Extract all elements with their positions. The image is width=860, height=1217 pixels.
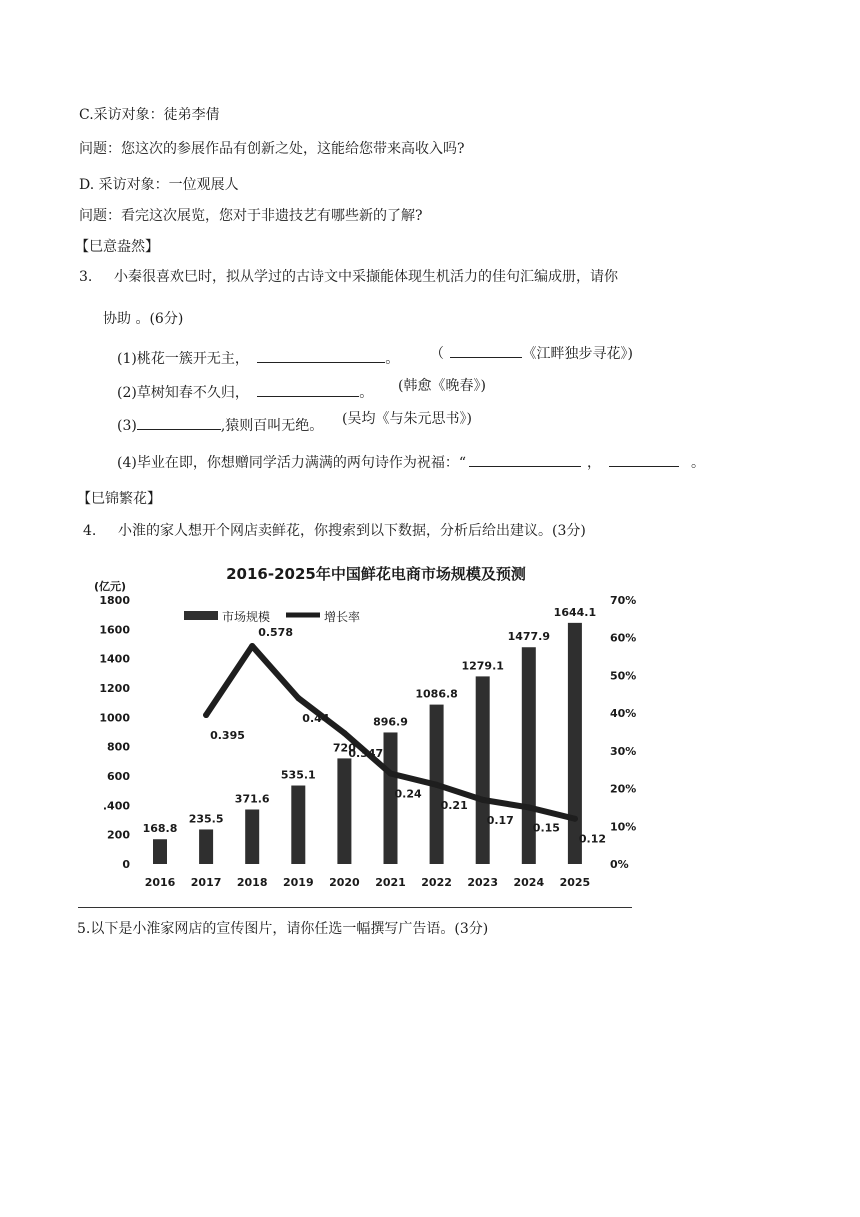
growth-rate-point [341,730,347,736]
legend-bar-label: 市场规模 [222,610,271,624]
y-right-tick-label: 10% [610,820,636,834]
y-right-tick-label: 60% [610,631,636,645]
q3-item4 [117,452,705,472]
x-tick-label: 2024 [513,876,545,889]
q3-item1 [117,348,399,368]
y-left-tick-label: .400 [102,799,130,813]
q3-item1-blank[interactable] [257,348,385,363]
y-left-tick-label: 0 [122,858,130,871]
q3-item2-source: (韩愈《晚春》) [398,378,486,394]
bar [245,809,259,864]
growth-rate-label: 0.24 [394,787,422,801]
growth-rate-point [572,816,578,822]
chart-svg [80,550,636,890]
q3-item1-source-blank[interactable] [450,343,522,358]
growth-rate-point [526,804,532,810]
y-left-tick-label: 200 [107,828,130,842]
q3-item2-end: 。 [359,385,374,401]
legend-bar-swatch [184,611,218,620]
x-tick-label: 2025 [559,876,591,889]
q3-item3-blank[interactable] [137,415,221,430]
x-tick-label: 2016 [144,876,176,889]
y-left-tick-label: 600 [107,770,130,783]
growth-rate-label: 0.44 [302,712,330,726]
growth-rate-point [480,797,486,803]
q3-item1-source [430,343,633,363]
growth-rate-point [203,712,209,718]
bar [568,623,582,864]
bar-value-label: 896.9 [373,715,408,729]
growth-rate-label: 0.21 [440,798,468,812]
q3-item2-blank[interactable] [257,382,359,397]
q3-item3-text: ,猿则百叫无绝。 [220,418,324,434]
y-right-tick-label: 30% [610,744,636,758]
x-tick-label: 2019 [282,876,314,889]
flower-ecommerce-chart [80,550,636,890]
q5-text: 5.以下是小淮家网店的宣传图片，请你任选一幅撰写广告语。(3分) [77,921,489,937]
q3-item4-mid: ， [587,455,601,471]
bar-value-label: 1086.8 [415,687,458,701]
q3-text-cont: 协助 。(6分) [103,311,184,327]
q3-text: 小秦很喜欢巳时，拟从学过的古诗文中采撷能体现生机活力的佳句汇编成册，请你 [114,269,618,285]
growth-rate-label: 0.17 [486,813,514,827]
q4-number: 4. [83,523,97,539]
bar-value-label: 720 [332,741,356,755]
growth-rate-label: 0.15 [532,821,560,835]
y-right-tick-label: 20% [610,782,636,796]
growth-rate-label: 0.578 [258,626,293,640]
y-right-tick-label: 40% [610,707,636,721]
section-heading-1: 【巳意盎然】 [75,239,159,255]
y-left-tick-label: 1800 [99,594,130,607]
chart-title: 2016-2025年中国鲜花电商市场规模及预测 [226,565,526,583]
q3-item3-source: (吴均《与朱元思书》) [342,411,472,427]
bar-value-label: 235.5 [188,812,224,826]
y-right-tick-label: 0% [610,858,629,871]
x-tick-label: 2023 [467,876,499,889]
section-d-title: D. 采访对象：一位观展人 [79,177,239,193]
x-tick-label: 2022 [421,876,452,889]
q3-item1-end: 。 [385,351,400,367]
x-tick-label: 2021 [375,876,406,889]
growth-rate-label: 0.395 [210,729,245,743]
legend-line-label: 增长率 [324,610,361,624]
q3-item2-text: (2)草树知春不久归， [117,385,249,401]
section-c-question: 问题：您这次的参展作品有创新之处，这能给您带来高收入吗? [79,141,465,157]
section-d-question: 问题：看完这次展览，您对于非遗技艺有哪些新的了解? [79,208,423,224]
bar-value-label: 371.6 [234,792,270,806]
q3-item4-text: (4)毕业在即，你想赠同学活力满满的两句诗作为祝福：“ [117,455,466,471]
y-right-tick-label: 70% [610,594,636,607]
bar [476,676,490,864]
growth-rate-point [249,643,255,649]
bar [199,829,213,864]
q3-item3-pre: (3) [117,418,137,434]
y-left-tick-label: 1600 [99,623,130,637]
q3-item3 [117,415,323,435]
q3-item1-source-open: （ [430,346,444,362]
bar-value-label: 535.1 [280,768,316,782]
growth-rate-point [434,782,440,788]
bar [337,758,351,864]
y-left-tick-label: 800 [107,740,130,754]
bar-value-label: 168.8 [142,822,178,836]
growth-rate-point [295,695,301,701]
q3-item1-text: (1)桃花一簇开无主， [117,351,249,367]
section-heading-2: 【巳锦繁花】 [77,491,161,507]
growth-rate-label: 0.347 [348,747,384,761]
bar [153,839,167,864]
bar-value-label: 1644.1 [553,605,597,619]
bar-value-label: 1477.9 [507,630,551,644]
q3-item4-blank-1[interactable] [469,452,581,467]
divider-line [78,907,632,908]
growth-rate-point [388,770,394,776]
q3-item4-blank-2[interactable] [609,452,679,467]
x-tick-label: 2018 [236,876,268,889]
q3-item1-source-text: 《江畔独步寻花》) [522,346,633,362]
bar-value-label: 1279.1 [461,659,504,673]
q3-item4-end: 。 [691,455,705,471]
y-left-tick-label: 1200 [99,682,130,695]
section-c-title: C.采访对象：徒弟李倩 [79,107,220,123]
growth-rate-label: 0.12 [578,832,607,846]
y-left-tick-label: 1000 [99,711,130,725]
q3-item2 [117,382,373,402]
q3-number: 3. [79,269,93,285]
x-tick-label: 2020 [329,876,360,889]
bar [291,786,305,864]
x-tick-label: 2017 [190,876,222,889]
q4-text: 小淮的家人想开个网店卖鲜花，你搜索到以下数据，分析后给出建议。(3分) [118,523,586,539]
chart-y-unit: (亿元) [94,580,127,593]
y-left-tick-label: 1400 [99,652,130,666]
y-right-tick-label: 50% [610,669,636,683]
